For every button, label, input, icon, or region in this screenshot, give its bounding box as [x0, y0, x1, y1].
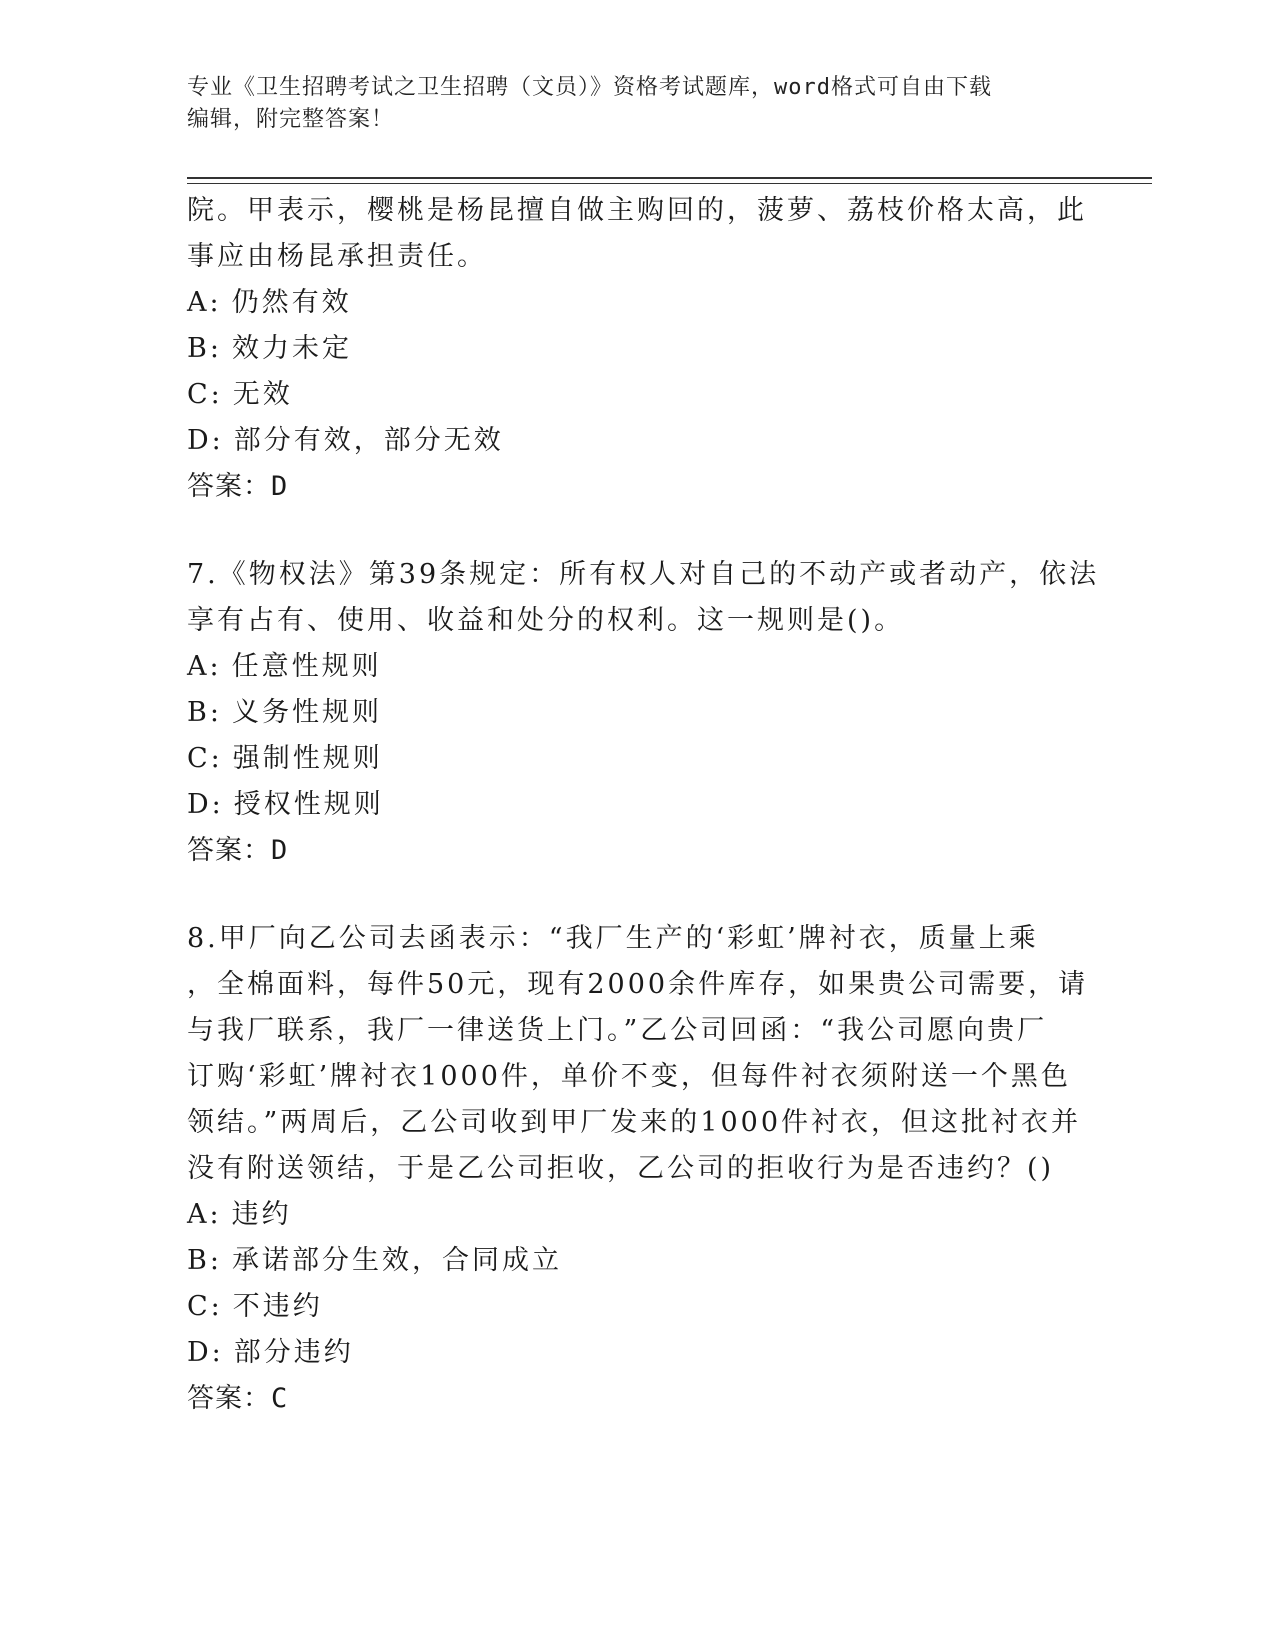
question-6-option-a [187, 280, 1087, 326]
question-8-option-d [187, 1330, 1087, 1376]
option-text: 授权性规则 [233, 789, 384, 820]
question-8-line-1: 8.甲厂向乙公司去函表示：“我厂生产的‘彩虹’牌衬衣，质量上乘 [187, 923, 1039, 954]
spacer [187, 874, 1087, 916]
question-8-line-6: 没有附送领结，于是乙公司拒收，乙公司的拒收行为是否违约？() [187, 1153, 1055, 1184]
option-text: 无效 [232, 379, 293, 410]
question-8-option-a [187, 1192, 1087, 1238]
document-header [187, 72, 1087, 136]
option-key: D: [187, 789, 224, 820]
question-6-option-c [187, 372, 1087, 418]
question-8-option-b [187, 1238, 1087, 1284]
option-text: 任意性规则 [231, 651, 382, 682]
header-line-2: 编辑，附完整答案！ [187, 107, 395, 132]
question-8-line-4: 订购‘彩虹’牌衬衣1000件，单价不变，但每件衬衣须附送一个黑色 [187, 1061, 1071, 1092]
question-8-line-3: 与我厂联系，我厂一律送货上门。”乙公司回函：“我公司愿向贵厂 [187, 1015, 1048, 1046]
question-7-line-2: 享有占有、使用、收益和处分的权利。这一规则是()。 [187, 605, 905, 636]
option-text: 效力未定 [231, 333, 352, 364]
question-6-answer: 答案：D [187, 471, 289, 502]
spacer [187, 510, 1087, 552]
header-line-1: 专业《卫生招聘考试之卫生招聘（文员）》资格考试题库，word格式可自由下载 [187, 75, 992, 100]
option-key: C: [187, 743, 223, 774]
question-6-option-b [187, 326, 1087, 372]
option-text: 部分有效，部分无效 [233, 425, 504, 456]
question-8-line-5: 领结。”两周后，乙公司收到甲厂发来的1000件衬衣，但这批衬衣并 [187, 1107, 1082, 1138]
question-7-line-1: 7.《物权法》第39条规定：所有权人对自己的不动产或者动产，依法 [187, 559, 1100, 590]
question-6-line-2: 事应由杨昆承担责任。 [187, 241, 487, 272]
document-body [187, 188, 1100, 1422]
question-7-option-c [187, 736, 1087, 782]
question-6-option-d [187, 418, 1087, 464]
question-6-line-1: 院。甲表示，樱桃是杨昆擅自做主购回的，菠萝、荔枝价格太高，此 [187, 195, 1087, 226]
question-7-option-a [187, 644, 1087, 690]
option-text: 强制性规则 [232, 743, 383, 774]
question-8 [187, 916, 1087, 1422]
option-key: B: [187, 697, 222, 728]
option-key: C: [187, 1291, 223, 1322]
option-text: 部分违约 [233, 1337, 354, 1368]
option-key: B: [187, 1245, 222, 1276]
option-key: A: [187, 651, 222, 682]
option-key: B: [187, 333, 222, 364]
question-7-answer: 答案：D [187, 835, 289, 866]
option-key: C: [187, 379, 223, 410]
question-7-option-b [187, 690, 1087, 736]
option-text: 承诺部分生效，合同成立 [231, 1245, 562, 1276]
option-text: 仍然有效 [231, 287, 352, 318]
option-key: D: [187, 425, 224, 456]
question-8-answer: 答案：C [187, 1383, 289, 1414]
question-8-line-2: ，全棉面料，每件50元，现有2000余件库存，如果贵公司需要，请 [187, 969, 1089, 1000]
option-text: 不违约 [232, 1291, 323, 1322]
header-divider-thin [187, 183, 1152, 184]
option-key: A: [187, 1199, 222, 1230]
option-text: 违约 [231, 1199, 292, 1230]
question-7-option-d [187, 782, 1087, 828]
question-7 [187, 552, 1100, 874]
option-key: D: [187, 1337, 224, 1368]
option-key: A: [187, 287, 222, 318]
option-text: 义务性规则 [231, 697, 382, 728]
header-divider-thick [187, 177, 1152, 179]
question-6 [187, 188, 1087, 510]
question-8-option-c [187, 1284, 1087, 1330]
